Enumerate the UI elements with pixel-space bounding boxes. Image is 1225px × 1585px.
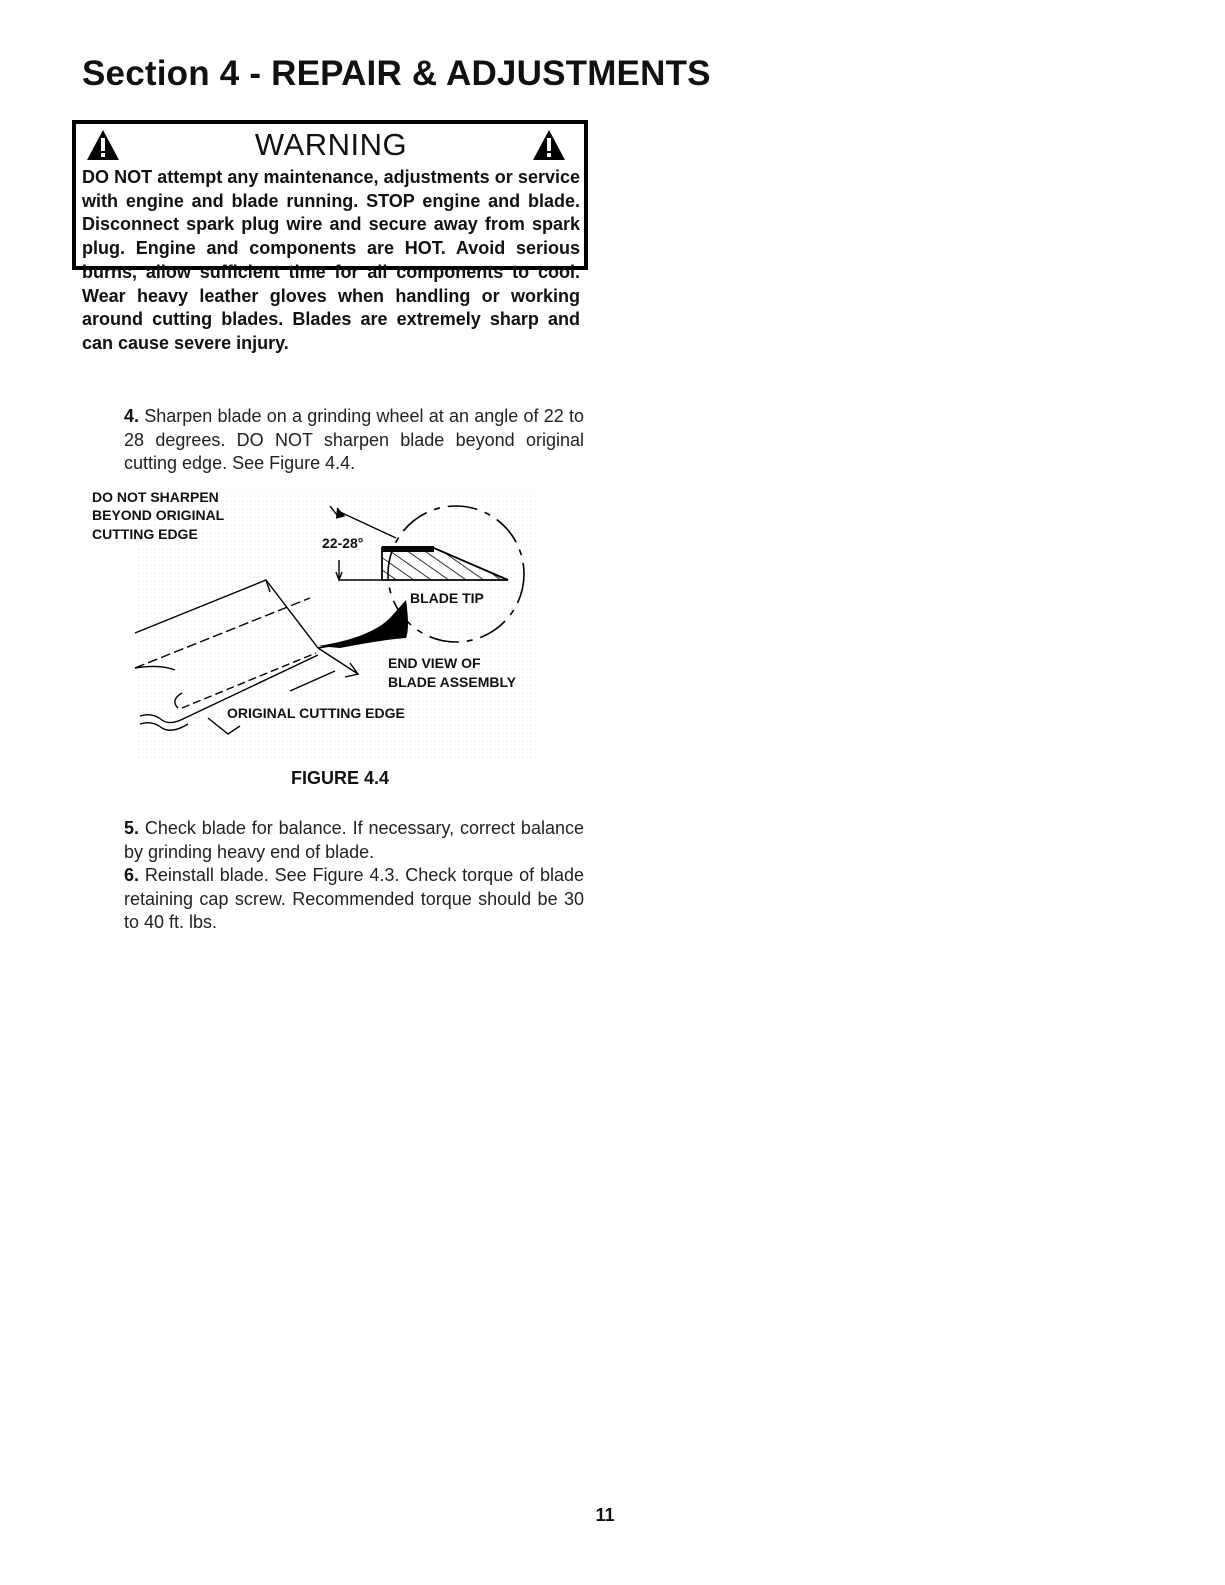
step-text: Sharpen blade on a grinding wheel at an angle of 22 to 28 degrees. DO NOT sharpen blade beyond original cutting edge. See Figure 4.4. xyxy=(124,406,584,474)
step-6 xyxy=(124,864,584,935)
step-4 xyxy=(124,405,584,476)
label-original-cutting-edge: ORIGINAL CUTTING EDGE xyxy=(227,705,405,721)
figure-caption: FIGURE 4.4 xyxy=(290,768,390,788)
warning-text: DO NOT attempt any maintenance, adjustments or service with engine and blade running. STOP engine and blade. Disconnect spark plug wire and secure away from spark plug. Engine and components are HOT. Avoid serious burns, allow sufficient time for all components to cool. Wear heavy leather gloves when handling or working around cutting blades. Blades are extremely sharp and can cause severe injury. xyxy=(82,167,580,353)
section-title: Section 4 - REPAIR & ADJUSTMENTS xyxy=(82,54,711,93)
label-angle: 22-28° xyxy=(322,535,364,551)
label-end-view-2: BLADE ASSEMBLY xyxy=(388,674,517,690)
step-number: 5. xyxy=(124,818,140,838)
warning-triangle-icon xyxy=(86,129,120,161)
step-5 xyxy=(124,817,584,864)
warning-title: WARNING xyxy=(254,127,408,162)
step-number: 6. xyxy=(124,865,140,885)
blade-top-edge xyxy=(382,546,434,552)
step-number: 4. xyxy=(124,406,140,426)
warning-box xyxy=(72,120,588,353)
label-do-not-sharpen-2: BEYOND ORIGINAL xyxy=(92,507,225,523)
step-text: Reinstall blade. See Figure 4.3. Check torque of blade retaining cap screw. Recommended torque should be 30 to 40 ft. lbs. xyxy=(124,865,584,933)
step-text: Check blade for balance. If necessary, correct balance by grinding heavy end of blade. xyxy=(124,818,584,862)
label-do-not-sharpen-3: CUTTING EDGE xyxy=(92,526,198,542)
figure-blade-sharpening xyxy=(90,488,540,763)
page-number: 11 xyxy=(595,1505,615,1525)
label-do-not-sharpen-1: DO NOT SHARPEN xyxy=(92,489,219,505)
label-blade-tip: BLADE TIP xyxy=(410,590,484,606)
label-end-view-1: END VIEW OF xyxy=(388,655,481,671)
warning-triangle-icon xyxy=(532,129,566,161)
warning-header xyxy=(82,124,580,166)
